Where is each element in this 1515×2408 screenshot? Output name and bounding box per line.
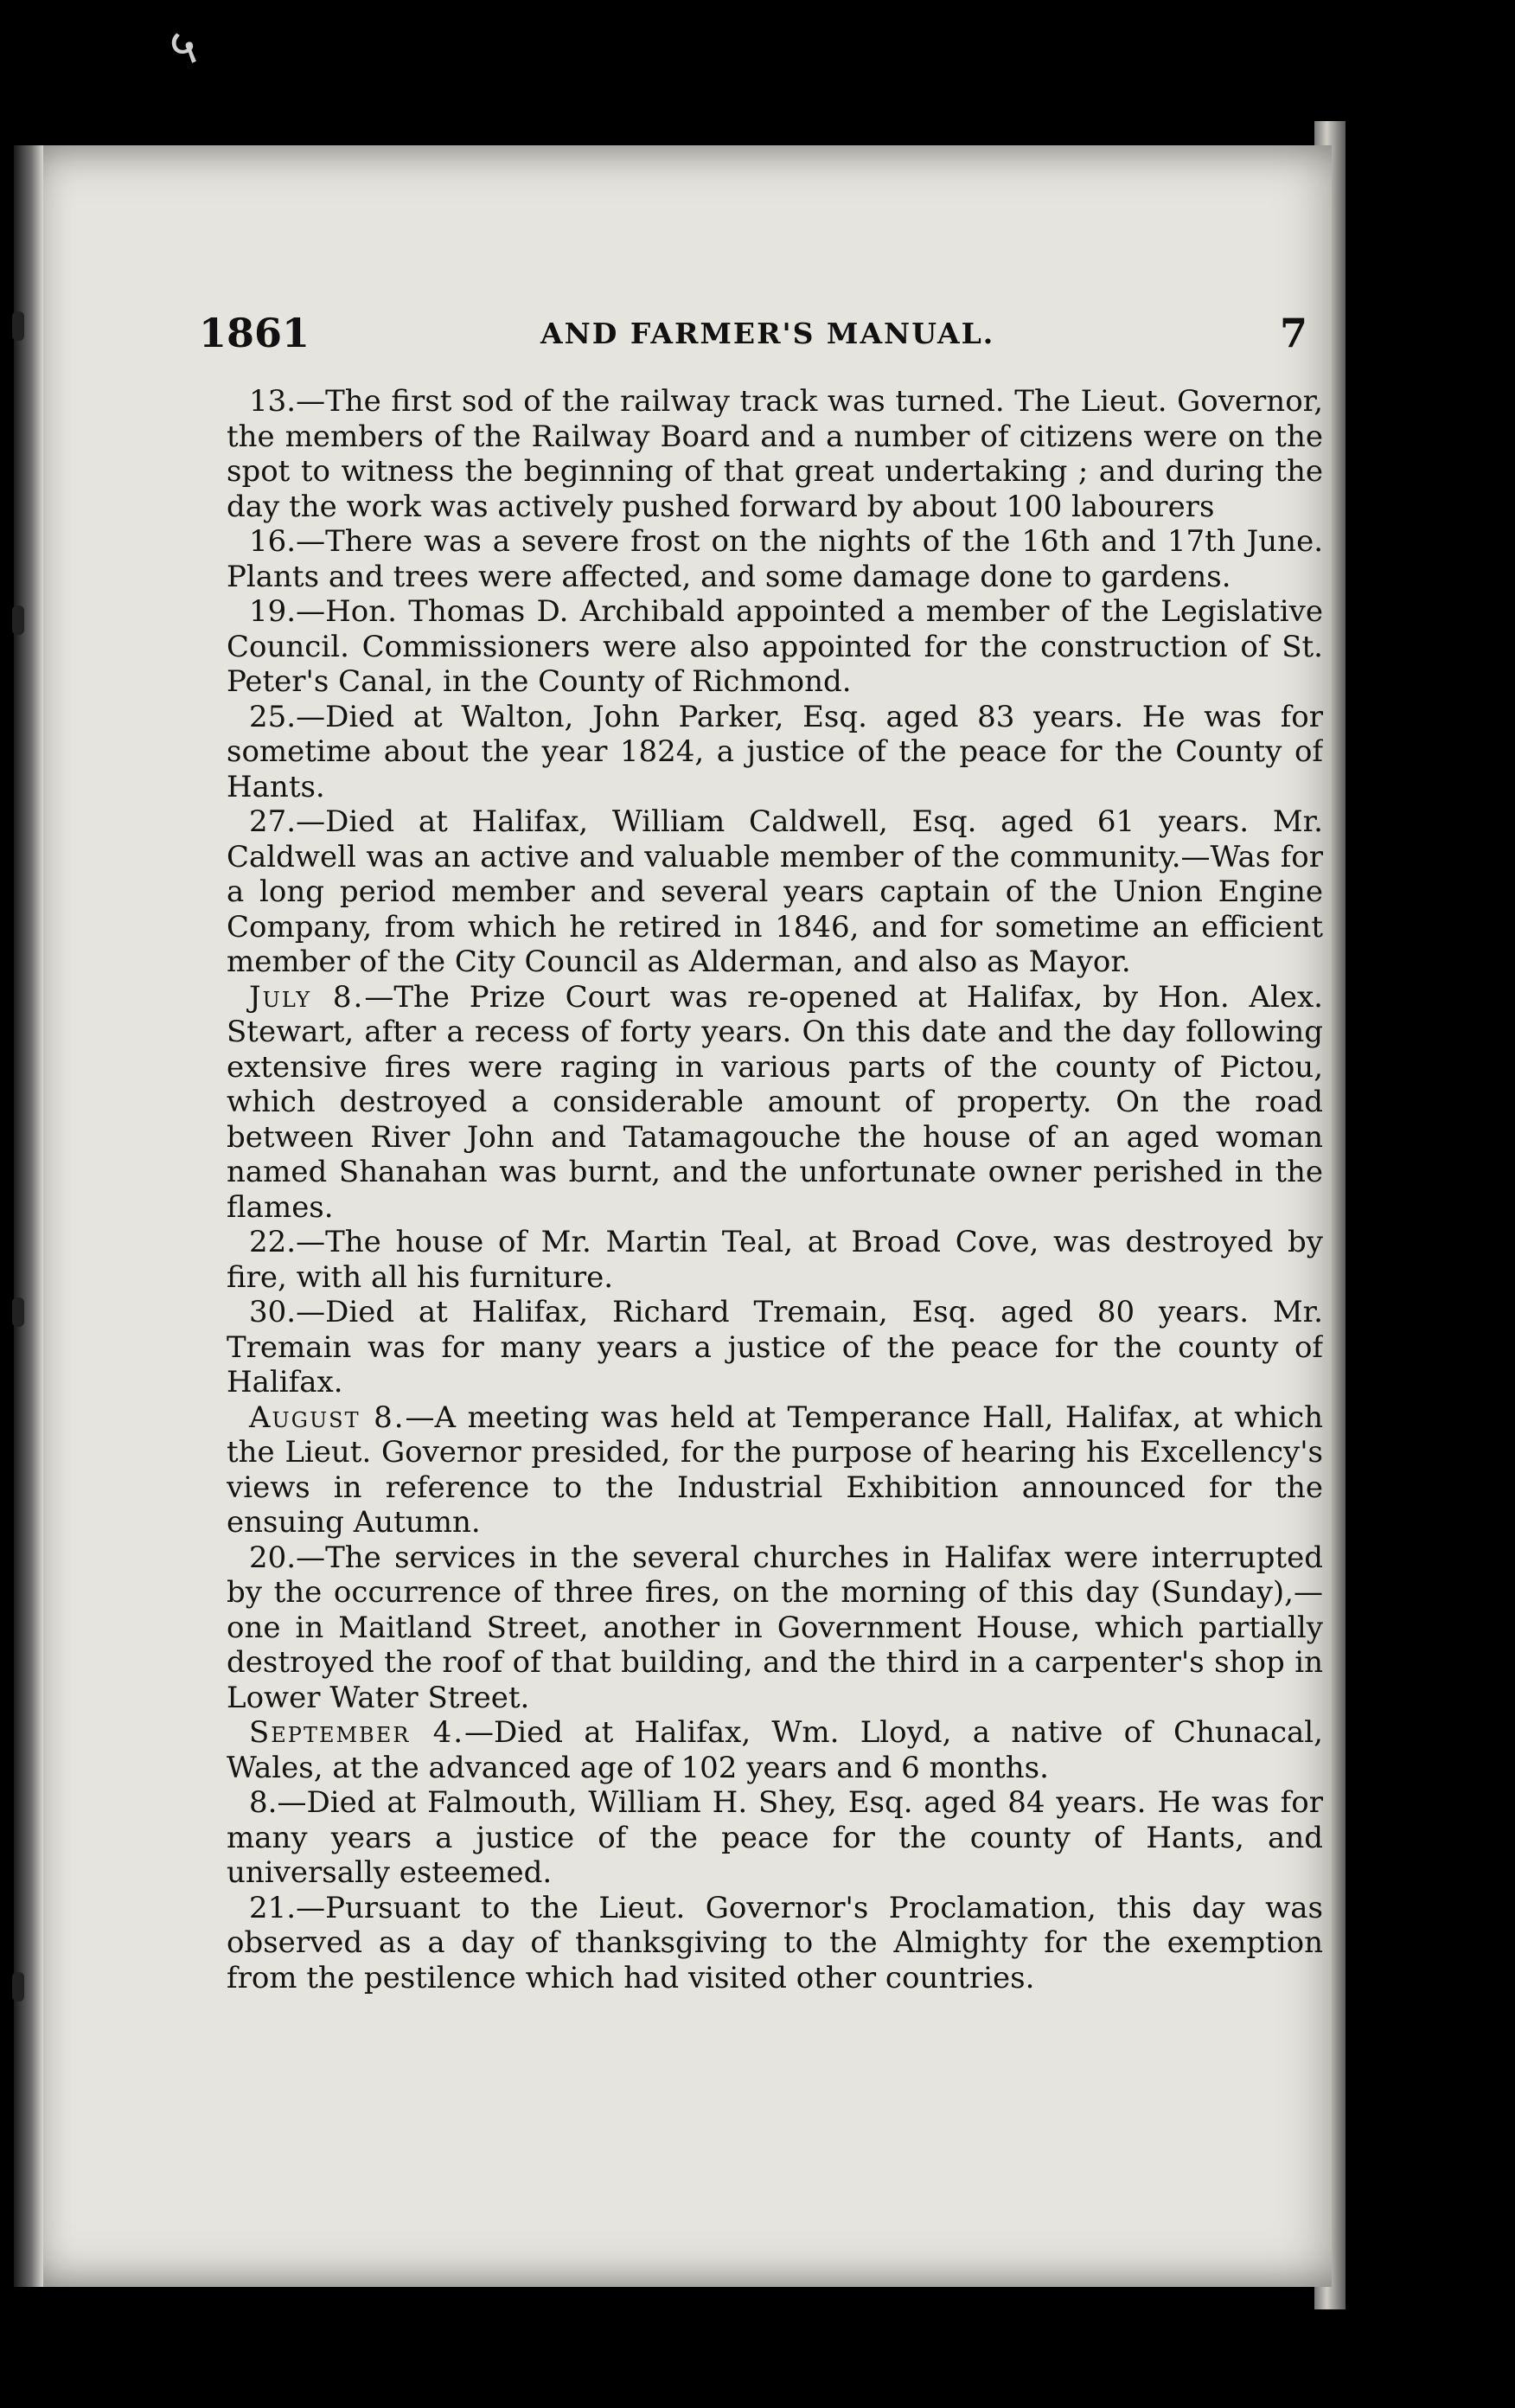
entry-text: 16.—There was a severe frost on the nights of the 16th and 17th June. Plants and trees were affected, and some damage done to gardens. bbox=[227, 524, 1323, 594]
entry bbox=[227, 594, 1323, 700]
entry-text: —Died at Halifax, Wm. Lloyd, a native of Chunacal, Wales, at the advanced age of 102 years and 6 months. bbox=[227, 1715, 1323, 1785]
binding-stitch bbox=[12, 311, 24, 341]
entry-text: 27.—Died at Halifax, William Caldwell, Esq. aged 61 years. Mr. Caldwell was an active and valuable member of the community.—Was for a long period member and several years captain of the Union Engine Company, from which he retired in 1846, and for sometime an efficient member of the City Council as Alderman, and also as Mayor. bbox=[227, 804, 1323, 979]
entry-text: 21.—Pursuant to the Lieut. Governor's Proclamation, this day was observed as a day of thanksgiving to the Almighty for the exemption from the pestilence which had visited other countries. bbox=[227, 1890, 1323, 1995]
binding-stitch bbox=[12, 1972, 24, 2001]
entry bbox=[227, 1225, 1323, 1295]
entry-date: July 8. bbox=[249, 979, 365, 1015]
entry-text: 25.—Died at Walton, John Parker, Esq. aged 83 years. He was for sometime about the year 1824, a justice of the peace for the County of Hants. bbox=[227, 699, 1323, 804]
chronology-text bbox=[227, 384, 1323, 2235]
binding-stitch bbox=[12, 1297, 24, 1327]
entry-date: August 8. bbox=[249, 1399, 406, 1435]
entry-date: September 4. bbox=[249, 1715, 465, 1750]
entry-text: —The Prize Court was re-opened at Halifax, by Hon. Alex. Stewart, after a recess of forty years. On this date and the day following extensive fires were raging in various parts of the county of Pictou, which destroyed a considerable amount of property. On the road between River John and Tatamagouche the house of an aged woman named Shanahan was burnt, and the unfortunate owner perished in the flames. bbox=[227, 979, 1323, 1225]
entry bbox=[227, 804, 1323, 980]
entry bbox=[227, 1891, 1323, 1996]
entry-text: 8.—Died at Falmouth, William H. Shey, Esq. aged 84 years. He was for many years a justice of the peace for the county of Hants, and universally esteemed. bbox=[227, 1785, 1323, 1890]
book-spine bbox=[14, 145, 43, 2287]
entry bbox=[227, 524, 1323, 594]
running-head bbox=[199, 310, 1332, 362]
entry bbox=[227, 700, 1323, 805]
entry-text: 22.—The house of Mr. Martin Teal, at Broad Cove, was destroyed by fire, with all his furniture. bbox=[227, 1225, 1323, 1295]
running-head-year: 1861 bbox=[199, 310, 310, 356]
entry bbox=[227, 980, 1323, 1226]
corner-pencil-mark: ५ bbox=[164, 15, 201, 79]
entry-text: —A meeting was held at Temperance Hall, Halifax, at which the Lieut. Governor presided, for the purpose of hearing his Excellency's views in reference to the Industrial Exhibition announced for the ensuing Autumn. bbox=[227, 1399, 1323, 1540]
entry-text: 13.—The first sod of the railway track was turned. The Lieut. Governor, the members of the Railway Board and a number of citizens were on the spot to witness the beginning of that great undertaking ; and during the day the work was actively pushed forward by about 100 labourers bbox=[227, 384, 1323, 524]
entry bbox=[227, 384, 1323, 524]
entry bbox=[227, 1785, 1323, 1891]
page-number: 7 bbox=[1280, 310, 1308, 356]
entry bbox=[227, 1540, 1323, 1716]
entry-text: 20.—The services in the several churches in Halifax were interrupted by the occurrence of three fires, on the morning of this day (Sunday),—one in Maitland Street, another in Government House, which partially destroyed the roof of that building, and the third in a carpenter's shop in Lower Water Street. bbox=[227, 1540, 1323, 1715]
entry-text: 30.—Died at Halifax, Richard Tremain, Esq. aged 80 years. Mr. Tremain was for many years a justice of the peace for the county of Halifax. bbox=[227, 1295, 1323, 1399]
binding-stitch bbox=[12, 605, 24, 635]
entry bbox=[227, 1400, 1323, 1540]
entry-text: 19.—Hon. Thomas D. Archibald appointed a member of the Legislative Council. Commissioners were also appointed for the construction of St. Peter's Canal, in the County of Richmond. bbox=[227, 594, 1323, 699]
entry bbox=[227, 1715, 1323, 1785]
running-head-title: AND FARMER'S MANUAL. bbox=[540, 317, 995, 350]
entry bbox=[227, 1295, 1323, 1400]
